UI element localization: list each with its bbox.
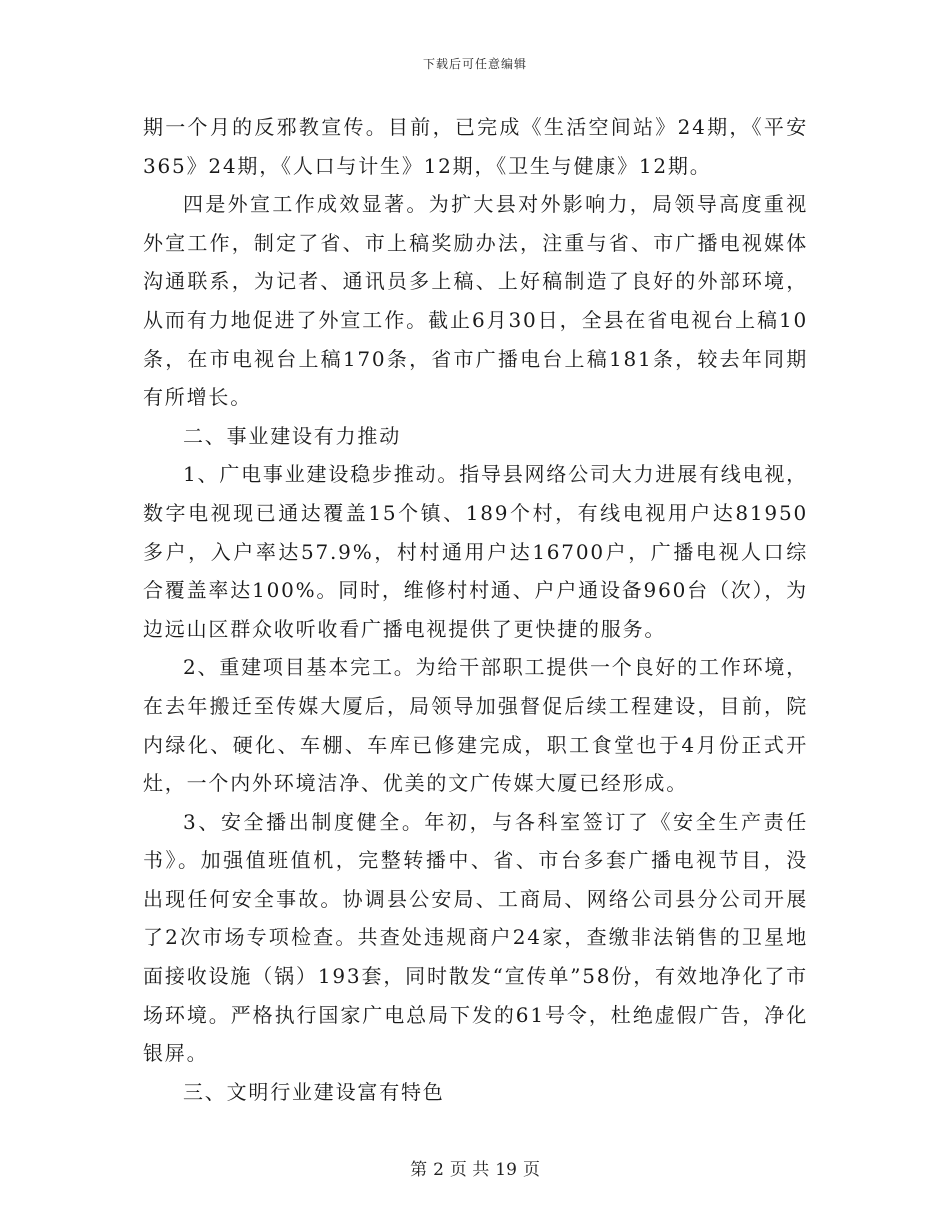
footer-page-number: 2: [433, 1160, 444, 1180]
paragraph-safe-broadcast: 3、安全播出制度健全。年初，与各科室签订了《安全生产责任书》。加强值班值机，完整转播中、省、市台多套广播电视节目，没出现任何安全事故。协调县公安局、工商局、网络公司县分公司开展了2次市场专项检查。共查处违规商户24家，查缴非法销售的卫星地面接收设施（锅）193套，同时散发“宣传单”58份，有效地净化了市场环境。严格执行国家广电总局下发的61号令，杜绝虚假广告，净化银屏。: [143, 809, 808, 1066]
footer-total-pages: 19: [495, 1160, 517, 1180]
footer-middle: 页 共: [449, 1160, 490, 1180]
paragraph-broadcast-construction: 1、广电事业建设稳步推动。指导县网络公司大力进展有线电视，数字电视现已通达覆盖15个镇、189个村，有线电视用户达81950多户，入户率达57.9%，村村通用户达16700户，广播电视人口综合覆盖率达100%。同时，维修村村通、户户通设备960台（次），为边远山区群众收听收看广播电视提供了更快捷的服务。: [143, 462, 808, 641]
paragraph-continuation: 期一个月的反邪教宣传。目前，已完成《生活空间站》24期，《平安365》24期，《人口与计生》12期，《卫生与健康》12期。: [143, 115, 808, 178]
section-heading-civilized-industry: 三、文明行业建设富有特色: [183, 1079, 445, 1104]
page-footer: [0, 1155, 950, 1180]
paragraph-rebuild-project: 2、重建项目基本完工。为给干部职工提供一个良好的工作环境，在去年搬迁至传媒大厦后，局领导加强督促后续工程建设，目前，院内绿化、硬化、车棚、车库已修建完成，职工食堂也于4月份正式开灶，一个内外环境洁净、优美的文广传媒大厦已经形成。: [143, 655, 808, 796]
page-header-note: 下载后可任意编辑: [422, 57, 527, 71]
footer-prefix: 第: [410, 1160, 428, 1180]
document-body: [143, 108, 808, 1111]
paragraph-external-publicity: 四是外宣工作成效显著。为扩大县对外影响力，局领导高度重视外宣工作，制定了省、市上稿奖励办法，注重与省、市广播电视媒体沟通联系，为记者、通讯员多上稿、上好稿制造了良好的外部环境，从而有力地促进了外宣工作。截止6月30日，全县在省电视台上稿10条，在市电视台上稿170条，省市广播电台上稿181条，较去年同期有所增长。: [143, 192, 808, 410]
footer-suffix: 页: [522, 1160, 540, 1180]
section-heading-business: 二、事业建设有力推动: [183, 423, 401, 448]
